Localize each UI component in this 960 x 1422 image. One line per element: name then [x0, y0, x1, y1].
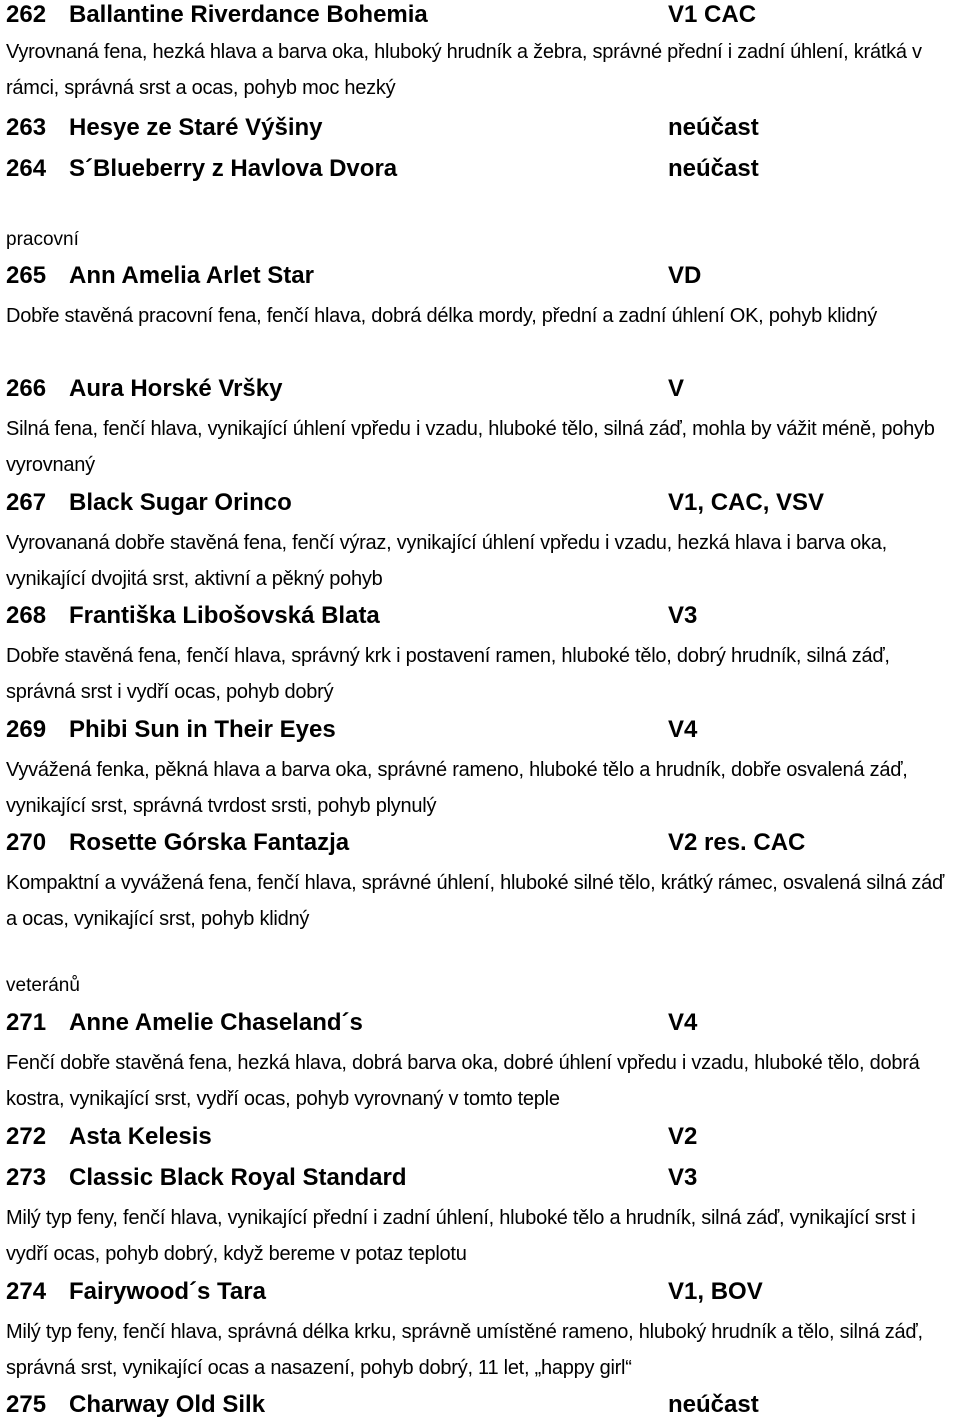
entry-266: [6, 374, 956, 404]
entry-number: 272: [6, 1123, 47, 1150]
entry-result: V4: [668, 716, 698, 743]
entry-262-description: Vyrovnaná fena, hezká hlava a barva oka, hluboký hrudník a žebra, správné přední i zadní úhlení, krátká v rámci, správná srst a ocas, pohyb moc hezký: [6, 41, 922, 99]
entry-number: 262: [6, 1, 47, 28]
entry-270: [6, 828, 956, 858]
entry-result: neúčast: [668, 155, 759, 182]
entry-number: 264: [6, 155, 47, 182]
entry-262: [6, 0, 956, 30]
entry-dog-name: Františka Libošovská Blata: [69, 602, 380, 629]
entry-274: [6, 1277, 956, 1307]
entry-number: 273: [6, 1164, 47, 1191]
entry-number: 267: [6, 489, 47, 516]
entry-result: V1, CAC, VSV: [668, 489, 825, 516]
entry-273-description: Milý typ feny, fenčí hlava, vynikající přední i zadní úhlení, hluboké tělo a hrudník, silná záď, vynikající srst i vydří ocas, pohyb dobrý, když bereme v potaz teplotu: [6, 1207, 916, 1265]
entry-number: 274: [6, 1278, 47, 1305]
entry-269-description: Vyvážená fenka, pěkná hlava a barva oka, správné rameno, hluboké tělo a hrudník, dobře osvalená záď, vynikající srst, správná tvrdost srsti, pohyb plynulý: [6, 759, 908, 817]
entry-result: V1 CAC: [668, 1, 757, 28]
entry-result: V3: [668, 602, 698, 629]
entry-264: [6, 154, 956, 184]
entry-dog-name: Rosette Górska Fantazja: [69, 829, 350, 856]
entry-number: 270: [6, 829, 47, 856]
entry-273: [6, 1163, 956, 1193]
entry-result: V4: [668, 1009, 698, 1036]
entry-dog-name: Phibi Sun in Their Eyes: [69, 716, 336, 743]
entry-266-description: Silná fena, fenčí hlava, vynikající úhlení vpředu i vzadu, hluboké tělo, silná záď, mohla by vážit méně, pohyb vyrovnaný: [6, 418, 935, 476]
entry-274-description: Milý typ feny, fenčí hlava, správná délka krku, správně umístěné rameno, hluboký hrudník a tělo, silná záď, správná srst, vynikající ocas a nasazení, pohyb dobrý, 11 let, „happy girl“: [6, 1321, 923, 1379]
entry-dog-name: Ballantine Riverdance Bohemia: [69, 1, 428, 28]
entry-267: [6, 488, 956, 518]
entry-result: neúčast: [668, 1391, 759, 1418]
entry-number: 275: [6, 1391, 47, 1418]
entry-dog-name: Hesye ze Staré Výšiny: [69, 114, 323, 141]
entry-265-description: Dobře stavěná pracovní fena, fenčí hlava, dobrá délka mordy, přední a zadní úhlení OK, pohyb klidný: [6, 305, 877, 327]
entry-dog-name: S´Blueberry z Havlova Dvora: [69, 155, 398, 182]
entry-267-description: Vyrovananá dobře stavěná fena, fenčí výraz, vynikající úhlení vpředu i vzadu, hezká hlava i barva oka, vynikající dvojitá srst, aktivní a pěkný pohyb: [6, 532, 887, 590]
entry-275: [6, 1390, 956, 1420]
entry-result: V2 res. CAC: [668, 829, 806, 856]
entry-dog-name: Ann Amelia Arlet Star: [69, 262, 314, 289]
entry-dog-name: Fairywood´s Tara: [69, 1278, 266, 1305]
entry-number: 266: [6, 375, 47, 402]
entry-number: 268: [6, 602, 47, 629]
category-heading-working: pracovní: [6, 229, 79, 250]
entry-result: V2: [668, 1123, 698, 1150]
entry-263: [6, 113, 956, 143]
entry-result: V1, BOV: [668, 1278, 763, 1305]
category-heading-veterans: veteránů: [6, 975, 80, 996]
entry-number: 265: [6, 262, 47, 289]
entry-271-description: Fenčí dobře stavěná fena, hezká hlava, dobrá barva oka, dobré úhlení vpředu i vzadu, hluboké tělo, dobrá kostra, vynikající srst, vydří ocas, pohyb vyrovnaný v tomto teple: [6, 1052, 920, 1110]
entry-number: 271: [6, 1009, 47, 1036]
entry-271: [6, 1008, 956, 1038]
entry-dog-name: Aura Horské Vršky: [69, 375, 283, 402]
entry-dog-name: Charway Old Silk: [69, 1391, 266, 1418]
entry-272: [6, 1122, 956, 1152]
entry-result: V: [668, 375, 685, 402]
entry-268: [6, 601, 956, 631]
entry-268-description: Dobře stavěná fena, fenčí hlava, správný krk i postavení ramen, hluboké tělo, dobrý hrudník, silná záď, správná srst i vydří ocas, pohyb dobrý: [6, 645, 890, 703]
entry-dog-name: Anne Amelie Chaseland´s: [69, 1009, 363, 1036]
entry-270-description: Kompaktní a vyvážená fena, fenčí hlava, správné úhlení, hluboké silné tělo, krátký rámec, osvalená silná záď a ocas, vynikající srst, pohyb klidný: [6, 872, 945, 930]
entry-result: V3: [668, 1164, 698, 1191]
entry-265: [6, 261, 956, 291]
entry-dog-name: Black Sugar Orinco: [69, 489, 292, 516]
entry-result: VD: [668, 262, 702, 289]
entry-number: 263: [6, 114, 47, 141]
entry-dog-name: Asta Kelesis: [69, 1123, 212, 1150]
entry-number: 269: [6, 716, 47, 743]
entry-269: [6, 715, 956, 745]
entry-dog-name: Classic Black Royal Standard: [69, 1164, 407, 1191]
entry-result: neúčast: [668, 114, 759, 141]
